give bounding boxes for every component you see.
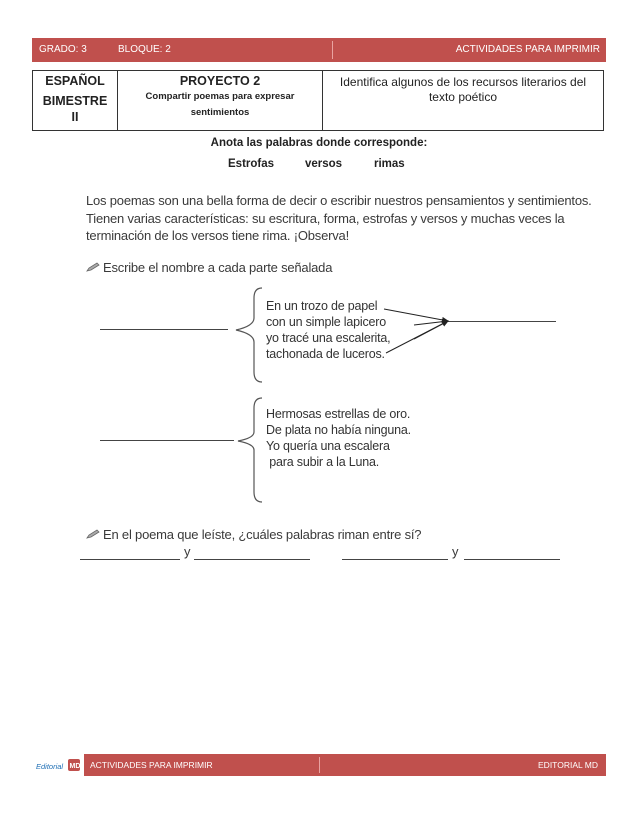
verse-line: Yo quería una escalera (266, 439, 390, 453)
footer-bar (84, 754, 606, 776)
instruction-text: Anota las palabras donde corresponde: (210, 137, 428, 149)
project-title: PROYECTO 2 (179, 74, 261, 88)
arrow-verse-2 (414, 321, 448, 325)
project-subtitle-1: Compartir poemas para expresar (145, 91, 295, 102)
verse-line: Hermosas estrellas de oro. (266, 407, 411, 421)
word-bank-item: rimas (374, 158, 405, 170)
bimestre-label: BIMESTRE (42, 94, 108, 108)
word-bank-item: versos (305, 158, 343, 170)
grade-label: GRADO: 3 (39, 44, 87, 55)
rhyme-blank-4[interactable] (464, 559, 560, 560)
bimestre-number: II (71, 110, 79, 124)
editorial-logo-icon (34, 754, 82, 776)
block-label: BLOQUE: 2 (118, 44, 171, 55)
arrow-verse-1 (384, 309, 448, 321)
verse-line: tachonada de luceros. (266, 347, 385, 361)
header-title: ACTIVIDADES PARA IMPRIMIR (455, 44, 600, 55)
svg-text:MD: MD (69, 763, 81, 770)
intro-line: Los poemas son una bella forma de decir o escribir nuestros pensamientos y sentimientos. (86, 193, 592, 208)
footer-divider (319, 757, 320, 773)
pencil-icon (86, 529, 100, 539)
bracket-stanza-1 (236, 288, 262, 382)
verse-line: con un simple lapicero (266, 315, 386, 329)
verse-line: De plata no había ninguna. (266, 423, 411, 437)
bracket-stanza-2 (238, 398, 262, 502)
verse-arrows (384, 309, 448, 353)
subject-label: ESPAÑOL (45, 74, 105, 88)
prompt-rhymes: En el poema que leíste, ¿cuáles palabras riman entre sí? (103, 527, 422, 542)
footer-left: ACTIVIDADES PARA IMPRIMIR (90, 760, 213, 770)
rhyme-blank-1[interactable] (80, 559, 180, 560)
verse-line: yo tracé una escalerita, (266, 331, 391, 345)
intro-line: Tienen varias características: su escritura, forma, estrofas y versos y muchas veces la (86, 210, 565, 226)
svg-text:Editorial: Editorial (36, 762, 64, 771)
intro-line: terminación de los versos tiene rima. ¡Observa! (86, 228, 349, 243)
rhyme-connector: y (452, 544, 459, 559)
rhyme-blank-3[interactable] (342, 559, 448, 560)
project-subtitle-2: sentimientos (190, 107, 250, 118)
rhyme-connector: y (184, 544, 191, 559)
word-bank-item: Estrofas (228, 158, 275, 170)
footer-right: EDITORIAL MD (538, 760, 598, 770)
verse-line: En un trozo de papel (266, 299, 378, 313)
verse-line: para subir a la Luna. (266, 455, 380, 469)
prompt-parts: Escribe el nombre a cada parte señalada (103, 260, 333, 275)
arrow-verse-4 (386, 321, 448, 353)
rhyme-blank-2[interactable] (194, 559, 310, 560)
objective-text: Identifica algunos de los recursos literarios del texto poético (339, 75, 587, 104)
